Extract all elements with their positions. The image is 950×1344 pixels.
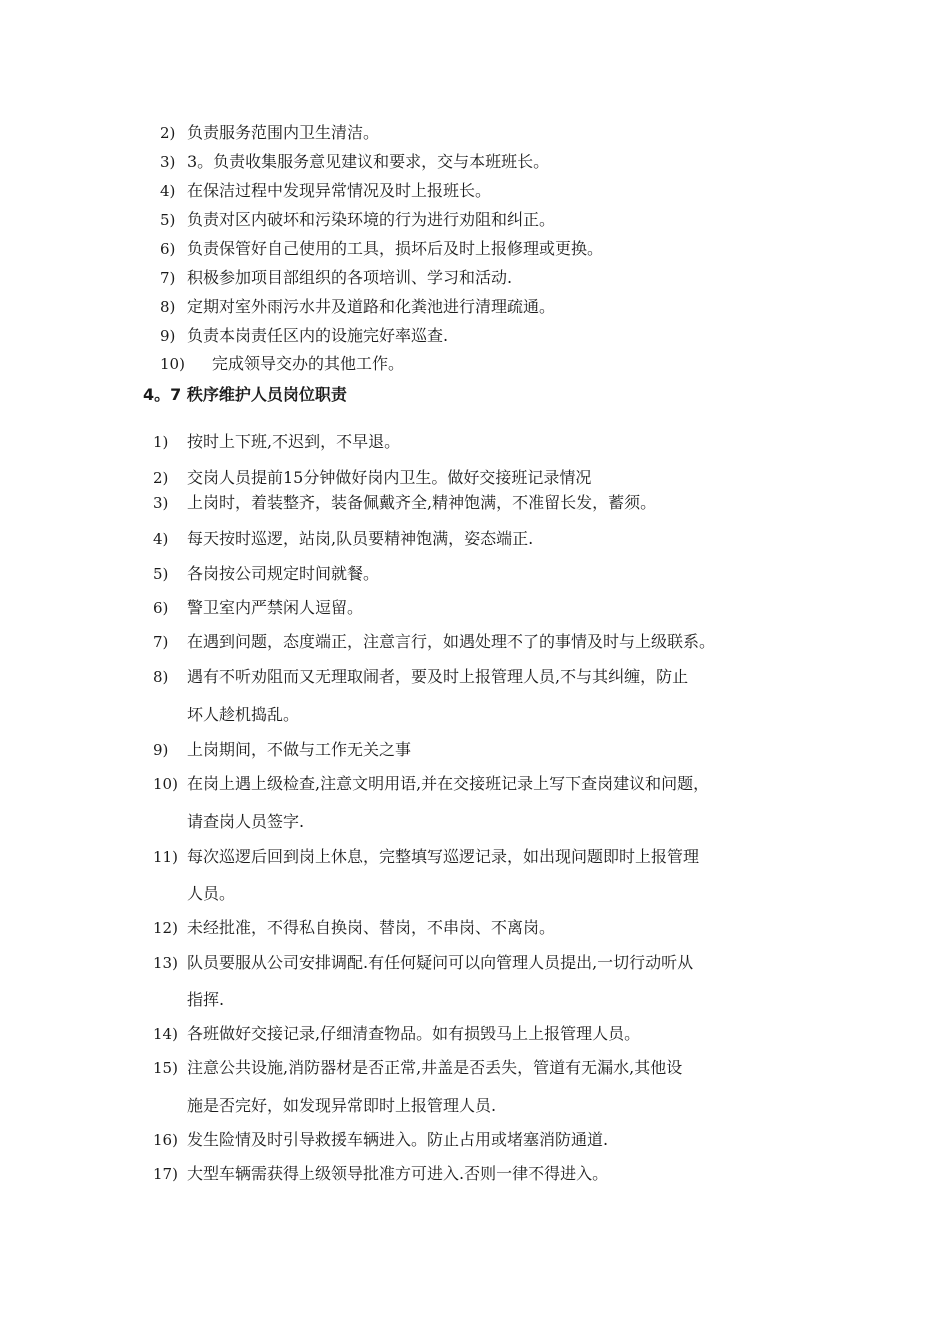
list-item-continuation: 施是否完好，如发现异常即时上报管理人员. (187, 1096, 497, 1115)
list-item-continuation: 坏人趁机捣乱。 (187, 705, 300, 724)
list-item-number: 1) (153, 433, 169, 451)
list-item-text: 每次巡逻后回到岗上休息，完整填写巡逻记录，如出现问题即时上报管理 (187, 847, 700, 866)
list-item-number: 5) (153, 565, 169, 583)
list-item-number: 2) (153, 469, 169, 487)
list-item-text: 每天按时巡逻，站岗,队员要精神饱满，姿态端正. (187, 529, 534, 548)
list-item-text: 按时上下班,不迟到，不早退。 (187, 432, 401, 451)
list-item-number: 3) (153, 494, 169, 512)
list-item-number: 13) (153, 954, 178, 972)
list-item-text: 遇有不听劝阻而又无理取闹者，要及时上报管理人员,不与其纠缠，防止 (187, 667, 689, 686)
list-item-number: 12) (153, 919, 178, 937)
list-item-text: 完成领导交办的其他工作。 (212, 354, 405, 373)
list-item-text: 上岗期间，不做与工作无关之事 (187, 740, 412, 759)
list-item-continuation: 请查岗人员签字. (187, 812, 305, 831)
list-item-number: 6) (160, 240, 176, 258)
list-item-continuation: 人员。 (187, 884, 236, 903)
list-item-text: 各岗按公司规定时间就餐。 (187, 564, 380, 583)
list-item-number: 9) (160, 327, 176, 345)
list-item-number: 4) (153, 530, 169, 548)
list-item-text: 在岗上遇上级检查,注意文明用语,并在交接班记录上写下查岗建议和问题， (187, 774, 710, 793)
list-item-number: 2) (160, 124, 176, 142)
list-item-number: 4) (160, 182, 176, 200)
list-item-number: 6) (153, 599, 169, 617)
list-item-number: 7) (153, 633, 169, 651)
list-item-text: 积极参加项目部组织的各项培训、学习和活动. (187, 268, 513, 287)
list-item-number: 9) (153, 741, 169, 759)
list-item-number: 14) (153, 1025, 178, 1043)
list-item-number: 10) (153, 775, 178, 793)
list-item-text: 交岗人员提前15分钟做好岗内卫生。做好交接班记录情况 (187, 468, 592, 487)
list-item-number: 3) (160, 153, 176, 171)
list-item-number: 5) (160, 211, 176, 229)
list-item-text: 各班做好交接记录,仔细清查物品。如有损毁马上上报管理人员。 (187, 1024, 641, 1043)
list-item-text: 在遇到问题，态度端正，注意言行，如遇处理不了的事情及时与上级联系。 (187, 632, 716, 651)
list-item-text: 负责保管好自己使用的工具，损坏后及时上报修理或更换。 (187, 239, 604, 258)
list-item-number: 11) (153, 848, 178, 866)
list-item-text: 注意公共设施,消防器材是否正常,井盖是否丢失，管道有无漏水,其他设 (187, 1058, 683, 1077)
list-item-text: 负责服务范围内卫生清洁。 (187, 123, 380, 142)
list-item-text: 警卫室内严禁闲人逗留。 (187, 598, 364, 617)
list-item-text: 3。负责收集服务意见建议和要求，交与本班班长。 (187, 152, 550, 171)
list-item-text: 负责本岗责任区内的设施完好率巡查. (187, 326, 449, 345)
list-item-text: 发生险情及时引导救援车辆进入。防止占用或堵塞消防通道. (187, 1130, 609, 1149)
list-item-number: 15) (153, 1059, 178, 1077)
list-item-number: 17) (153, 1165, 178, 1183)
list-item-text: 队员要服从公司安排调配.有任何疑问可以向管理人员提出,一切行动听从 (187, 953, 694, 972)
list-item-number: 16) (153, 1131, 178, 1149)
list-item-number: 10) (160, 355, 185, 373)
list-item-text: 上岗时，着装整齐，装备佩戴齐全,精神饱满，不准留长发，蓄须。 (187, 493, 657, 512)
list-item-text: 大型车辆需获得上级领导批准方可进入.否则一律不得进入。 (187, 1164, 609, 1183)
list-item-text: 未经批准，不得私自换岗、替岗，不串岗、不离岗。 (187, 918, 556, 937)
list-item-number: 7) (160, 269, 176, 287)
list-item-text: 负责对区内破坏和污染环境的行为进行劝阻和纠正。 (187, 210, 556, 229)
list-item-text: 在保洁过程中发现异常情况及时上报班长。 (187, 181, 492, 200)
list-item-number: 8) (160, 298, 176, 316)
list-item-text: 定期对室外雨污水井及道路和化粪池进行清理疏通。 (187, 297, 556, 316)
list-item-continuation: 指挥. (187, 990, 225, 1009)
list-item-number: 8) (153, 668, 169, 686)
section-heading: 4。7 秩序维护人员岗位职责 (143, 385, 347, 404)
